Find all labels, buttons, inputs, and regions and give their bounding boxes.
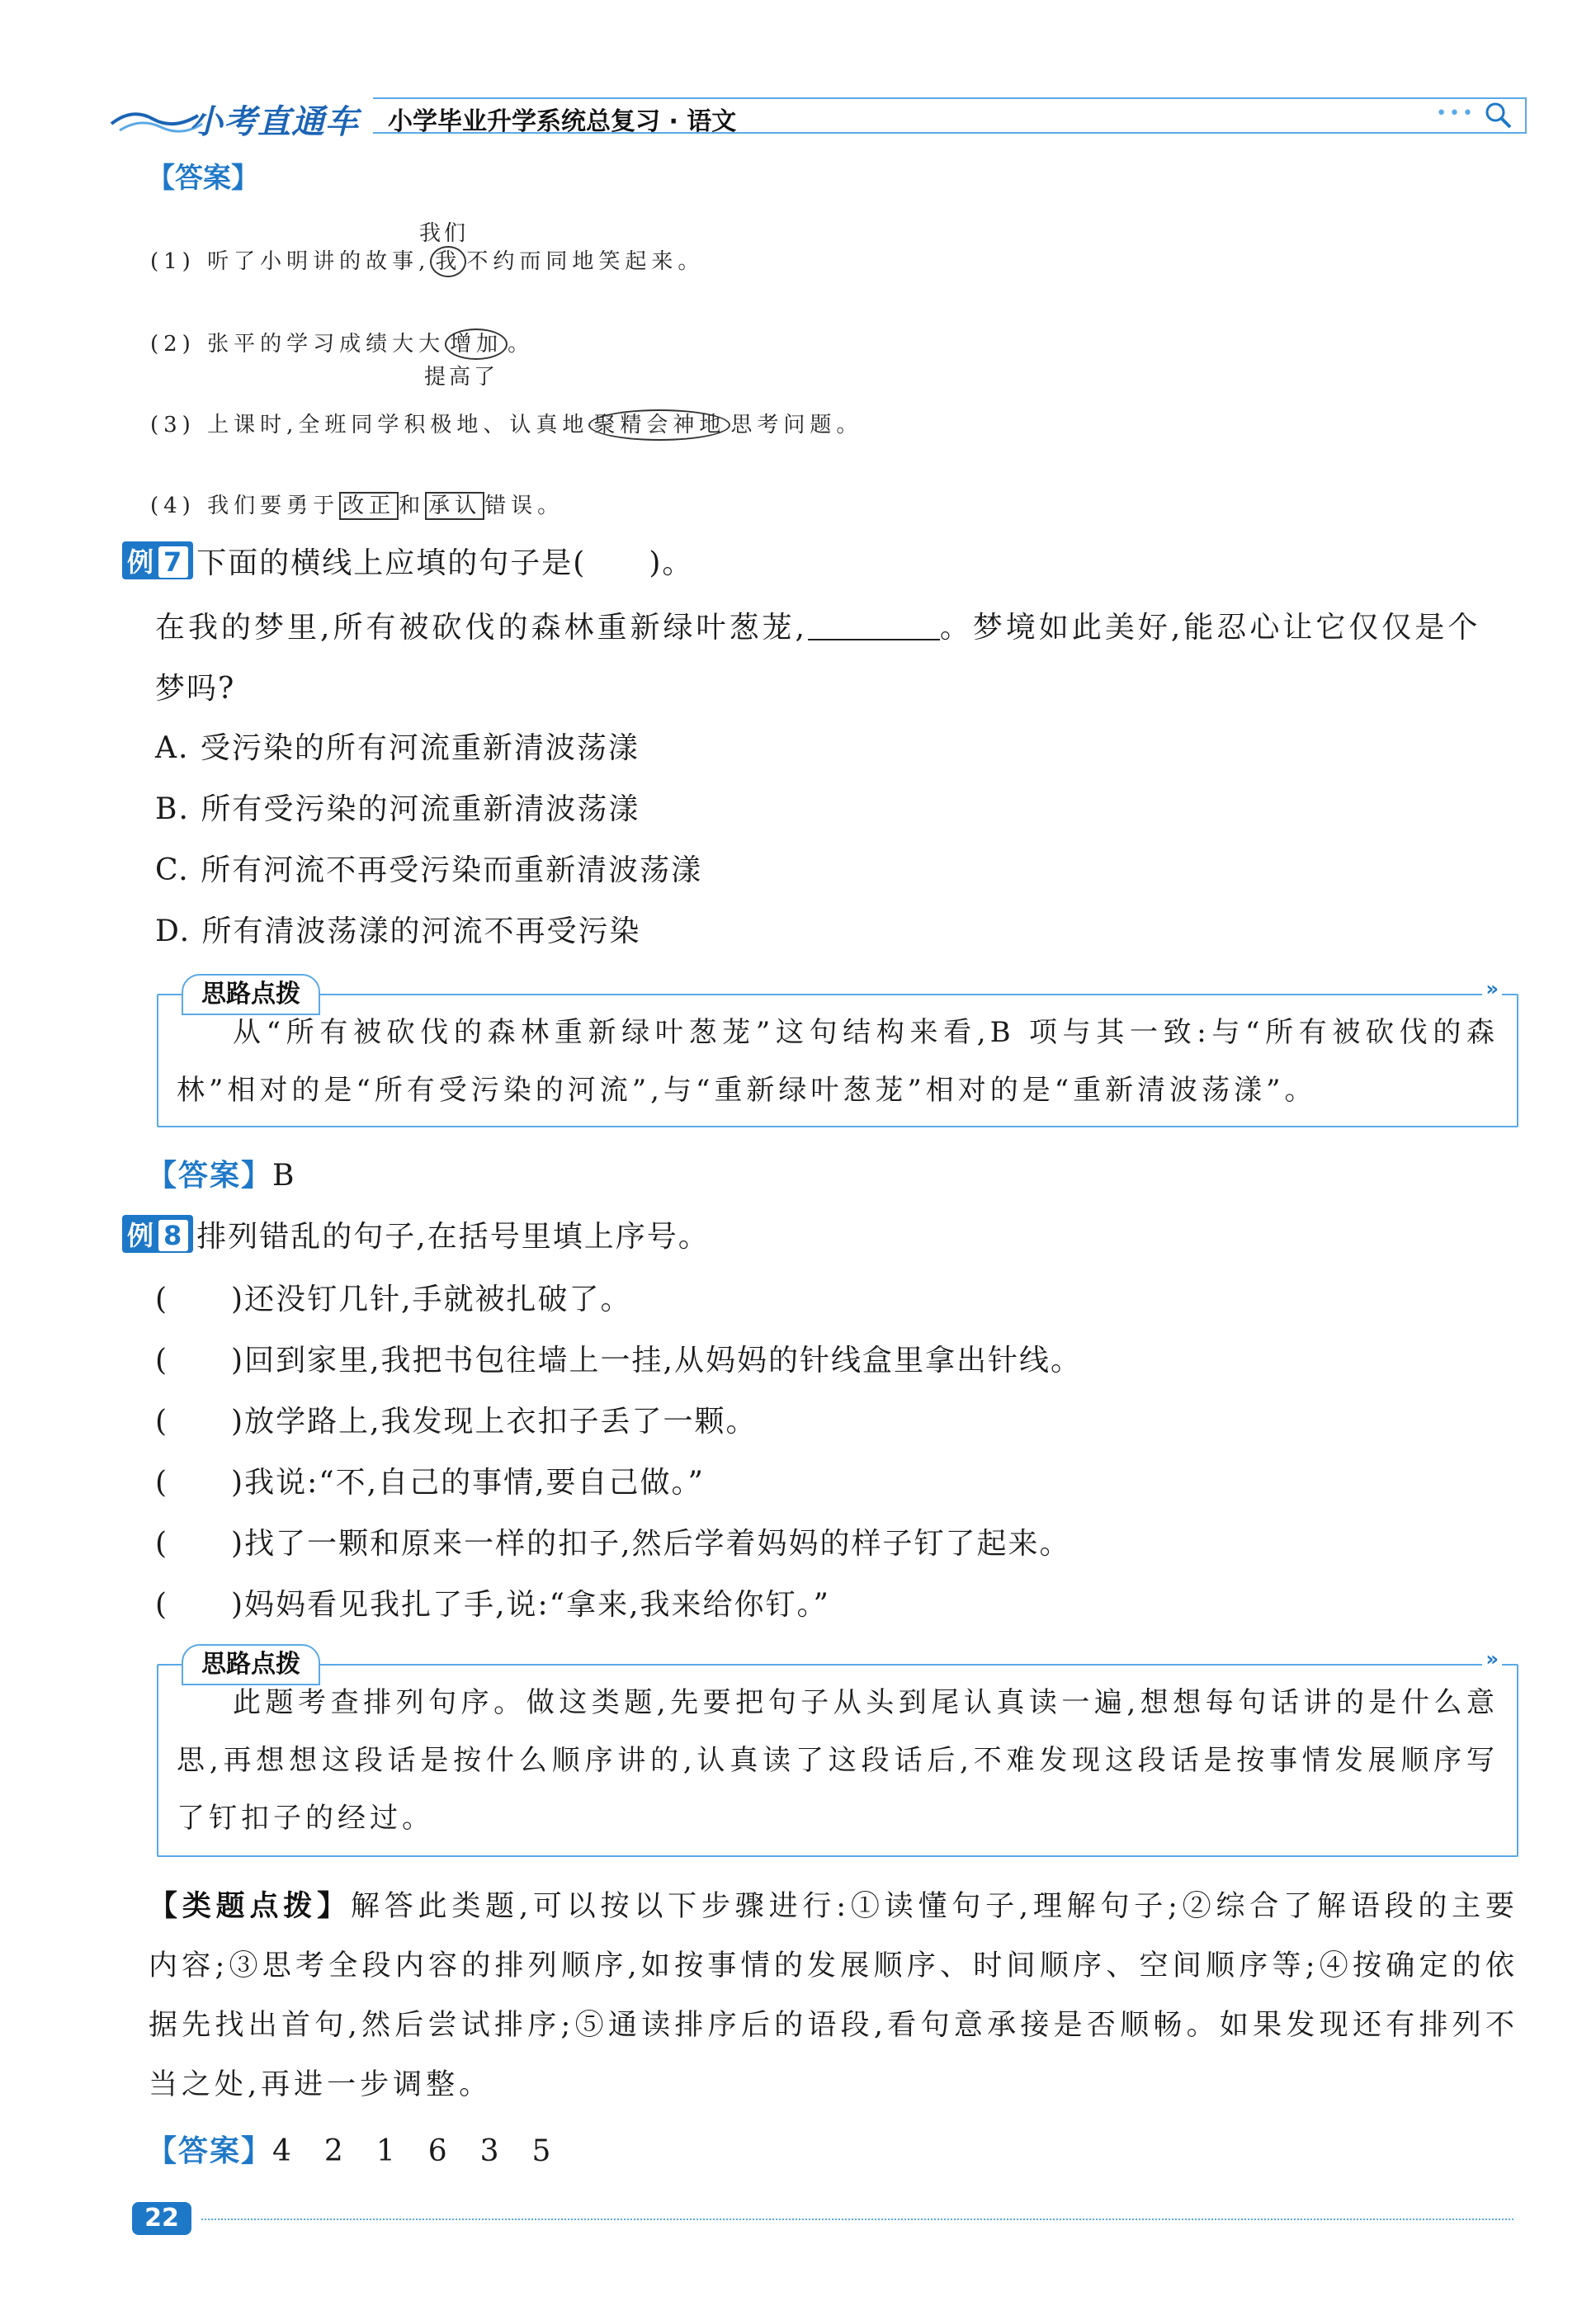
line-text: 我们要勇于 bbox=[207, 494, 340, 518]
example-7-question bbox=[122, 540, 693, 582]
tip-label: 【类题点拨】 bbox=[149, 1890, 351, 1923]
footer-divider bbox=[201, 2219, 1513, 2220]
line-text: 听了小明讲的故事, bbox=[207, 249, 431, 274]
page-number: 22 bbox=[132, 2202, 191, 2235]
line-text: 思考问题。 bbox=[730, 413, 863, 437]
circled-word: 增加 bbox=[445, 328, 508, 360]
sentence-item[interactable]: ( )妈妈看见我扎了手,说:“拿来,我来给你钉。” bbox=[155, 1588, 830, 1622]
line-number: (1) bbox=[150, 249, 196, 274]
search-icon bbox=[1482, 99, 1515, 132]
answer-heading: 【答案】 bbox=[147, 162, 259, 195]
option-d[interactable]: D. 所有清波荡漾的河流不再受污染 bbox=[155, 914, 641, 948]
tip-paragraph bbox=[149, 1877, 1518, 2115]
example-7-stem: 在我的梦里,所有被砍伐的森林重新绿叶葱茏, 。梦境如此美好,能忍心让它仅仅是个 bbox=[155, 611, 1481, 645]
answer-value: B bbox=[272, 1159, 296, 1193]
sentence-item[interactable]: ( )还没钉几针,手就被扎破了。 bbox=[155, 1283, 632, 1316]
sentence-item[interactable]: ( )放学路上,我发现上衣扣子丢了一颗。 bbox=[155, 1405, 758, 1439]
example-badge: 例 7 bbox=[122, 541, 193, 579]
answer-line-3 bbox=[150, 408, 862, 438]
line-text: 张平的学习成绩大大 bbox=[207, 332, 446, 357]
header-title: 小学毕业升学系统总复习 · 语文 bbox=[388, 107, 737, 136]
option-b[interactable]: B. 所有受污染的河流重新清波荡漾 bbox=[155, 792, 640, 826]
line-number: (4) bbox=[150, 494, 196, 518]
insert-annotation: 提高了 bbox=[424, 365, 499, 390]
question-text: 下面的横线上应填的句子是( )。 bbox=[196, 546, 694, 580]
hint-box-8 bbox=[157, 1647, 1518, 1857]
line-text: 和 bbox=[399, 494, 426, 518]
question-text: 排列错乱的句子,在括号里填上序号。 bbox=[196, 1220, 710, 1254]
example-badge: 例 8 bbox=[122, 1215, 193, 1253]
answer-line-4 bbox=[150, 489, 564, 519]
answer-value: 4 2 1 6 3 5 bbox=[272, 2134, 553, 2168]
circled-word: 聚精会神地 bbox=[588, 409, 730, 441]
option-c[interactable]: C. 所有河流不再受污染而重新清波荡漾 bbox=[155, 853, 703, 887]
hint-label: 思路点拨 bbox=[182, 974, 320, 1015]
fill-blank[interactable] bbox=[808, 614, 940, 640]
example-7-answer: 【答案】B bbox=[147, 1159, 296, 1193]
line-text: 。 bbox=[508, 332, 535, 357]
line-number: (2) bbox=[150, 332, 196, 357]
hint-text: 此题考查排列句序。做这类题,先要把句子从头到尾认真读一遍,想想每句话讲的是什么意思,再想想这段话是按什么顺序讲的,认真读了这段话后,不难发现这段话是按事情发展顺序写了钉扣子的经过。 bbox=[177, 1686, 1499, 1835]
option-a[interactable]: A. 受污染的所有河流重新清波荡漾 bbox=[155, 731, 640, 765]
boxed-word: 改正 bbox=[339, 492, 399, 520]
hint-box-7 bbox=[157, 977, 1518, 1127]
header-dots: ••• bbox=[1436, 103, 1476, 124]
boxed-word: 承认 bbox=[425, 492, 484, 520]
page-header bbox=[107, 91, 1527, 139]
answer-line-1 bbox=[150, 244, 704, 275]
sentence-item[interactable]: ( )找了一颗和原来一样的扣子,然后学着妈妈的样子钉了起来。 bbox=[155, 1527, 1071, 1561]
insert-annotation: 我们 bbox=[419, 221, 470, 246]
tip-text: 解答此类题,可以按以下步骤进行:①读懂句子,理解句子;②综合了解语段的主要内容;③思考全段内容的排列顺序,如按事情的发展顺序、时间顺序、空间顺序等;④按确定的依据先找出首句,然后尝试排序;⑤通读排序后的语段,看句意承接是否顺畅。如果发现还有排列不当之处,再进一步调整。 bbox=[149, 1890, 1518, 2101]
hint-label: 思路点拨 bbox=[182, 1644, 320, 1685]
line-number: (3) bbox=[150, 413, 196, 437]
double-chevron-icon: » bbox=[1482, 977, 1502, 1000]
line-text: 不约而同地笑起来。 bbox=[466, 249, 705, 274]
sentence-item[interactable]: ( )回到家里,我把书包往墙上一挂,从妈妈的针线盒里拿出针线。 bbox=[155, 1344, 1082, 1377]
double-chevron-icon: » bbox=[1482, 1647, 1502, 1670]
example-8-answer: 【答案】4 2 1 6 3 5 bbox=[147, 2134, 553, 2168]
answer-line-2 bbox=[150, 327, 534, 357]
circled-word: 我 bbox=[430, 246, 466, 277]
sentence-item[interactable]: ( )我说:“不,自己的事情,要自己做。” bbox=[155, 1466, 705, 1500]
line-text: 上课时,全班同学积极地、认真地 bbox=[207, 413, 589, 437]
example-7-stem-cont: 梦吗? bbox=[155, 672, 236, 706]
line-text: 错误。 bbox=[484, 494, 564, 518]
example-8-question bbox=[122, 1213, 710, 1255]
hint-text: 从“所有被砍伐的森林重新绿叶葱茏”这句结构来看,B 项与其一致:与“所有被砍伐的森林”相对的是“所有受污染的河流”,与“重新绿叶葱茏”相对的是“重新清波荡漾”。 bbox=[177, 1016, 1499, 1107]
brand-logo: 小考直通车 bbox=[190, 103, 359, 141]
